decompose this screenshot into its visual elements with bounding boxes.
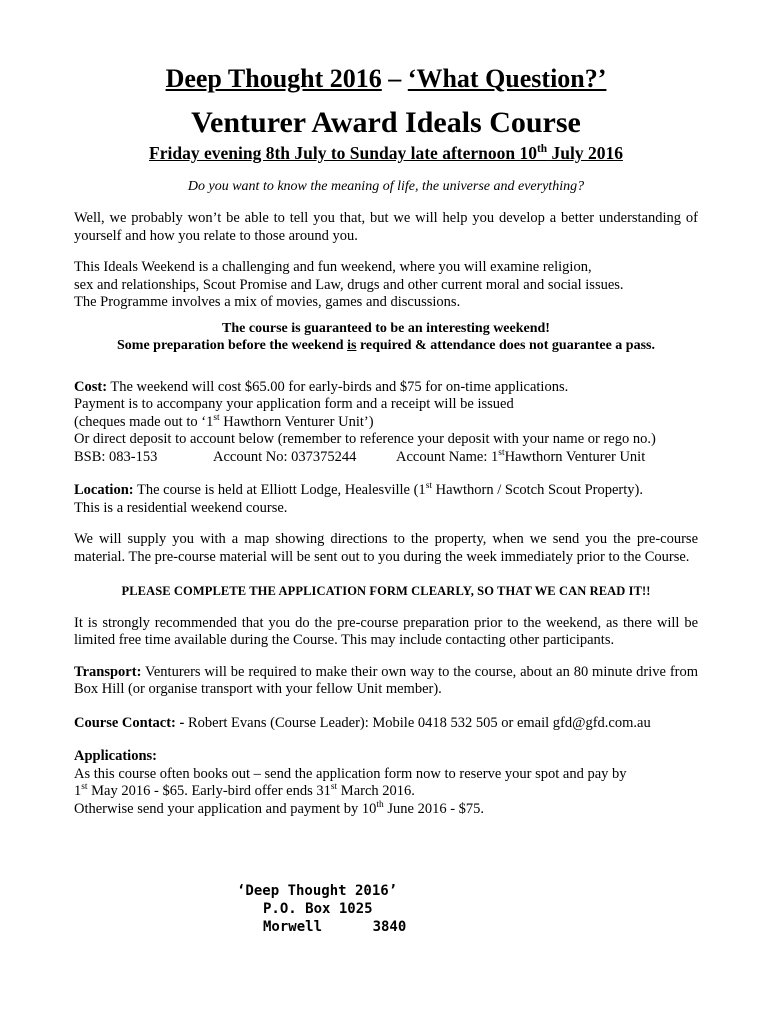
title-part1: Deep Thought 2016 (165, 64, 382, 93)
cheque-superscript: st (213, 412, 220, 423)
contact-label: Course Contact: - (74, 714, 185, 731)
document-page (74, 62, 698, 818)
location-text: The course is held at Elliott Lodge, Healesville (1 (133, 482, 426, 498)
bank-details (74, 449, 698, 467)
recommend-paragraph: It is strongly recommended that you do the pre-course preparation prior to the weekend, as there will be limited free time available during the Course. This may include contacting other participants. (74, 614, 698, 648)
cost-line: Or direct deposit to account below (remember to reference your deposit with your name or rego no.) (74, 431, 656, 447)
address-line: ‘Deep Thought 2016’ (237, 883, 398, 899)
postal-address (237, 882, 406, 936)
weekend-paragraph (74, 259, 698, 312)
notice-line (74, 337, 698, 355)
account-name (396, 449, 645, 467)
notice-line: The course is guaranteed to be an interesting weekend! (222, 320, 550, 336)
account-name-text-end: Hawthorn Venturer Unit (504, 448, 646, 465)
location-line (74, 482, 698, 500)
account-name-superscript: st (498, 447, 505, 458)
notice-text: Some preparation before the weekend (117, 338, 348, 353)
cost-section (74, 379, 698, 467)
cost-text: The weekend will cost $65.00 for early-birds and $75 for on-time applications. (107, 378, 569, 395)
app-superscript: th (376, 799, 384, 810)
app-superscript: st (330, 782, 338, 793)
account-number: Account No: 037375244 (213, 448, 357, 465)
address-line: P.O. Box 1025 (263, 901, 373, 917)
course-dates (74, 142, 698, 164)
cheque-text-end: Hawthorn Venturer Unit’) (219, 413, 374, 430)
notice-underlined: is (347, 338, 357, 353)
app-text: Otherwise send your application and payment by 10 (74, 800, 377, 817)
applications-section (74, 748, 698, 818)
app-text: May 2016 - $65. Early-bird offer ends 31 (87, 783, 331, 799)
weekend-line: This Ideals Weekend is a challenging and fun weekend, where you will examine religion, (74, 259, 592, 275)
title-part2: ‘What Question?’ (407, 64, 607, 93)
dates-text: Friday evening 8th July to Sunday late afternoon 10 (149, 143, 537, 163)
transport-text: Venturers will be required to make their own way to the course, about an 80 minute drive from Box Hill (or organise transport with your fellow Unit member). (74, 663, 698, 697)
account-name-text: Account Name: 1 (396, 448, 499, 465)
cost-line: Payment is to accompany your application form and a receipt will be issued (74, 396, 514, 412)
address-line: Morwell 3840 (263, 919, 407, 935)
cost-label: Cost: (74, 378, 108, 395)
applications-label: Applications: (74, 748, 157, 764)
notice-block (74, 320, 698, 355)
location-superscript: st (425, 481, 432, 492)
contact-text: Robert Evans (Course Leader): Mobile 0418 532 505 or email gfd@gfd.com.au (184, 714, 651, 731)
location-label: Location: (74, 482, 134, 498)
transport-label: Transport: (74, 663, 142, 680)
app-text-end: June 2016 - $75. (383, 800, 485, 817)
tagline: Do you want to know the meaning of life, the universe and everything? (187, 179, 585, 194)
bsb-value: BSB: 083-153 (74, 448, 158, 465)
intro-paragraph: Well, we probably won’t be able to tell you that, but we will help you develop a better understanding of yourself and how you relate to those around you. (74, 210, 698, 244)
app-text-end: March 2016. (337, 783, 415, 799)
applications-line: As this course often books out – send the application form now to reserve your spot and pay by (74, 765, 627, 782)
cost-line (74, 414, 698, 432)
title-dash: – (381, 64, 408, 93)
location-text-end: Hawthorn / Scotch Scout Property). (431, 482, 643, 498)
dates-superscript: th (536, 143, 548, 156)
cheque-text: (cheques made out to ‘1 (74, 413, 214, 430)
notice-text-end: required & attendance does not guarantee a pass. (356, 338, 655, 353)
location-line: This is a residential weekend course. (74, 499, 288, 516)
weekend-line: sex and relationships, Scout Promise and Law, drugs and other current moral and social issues. (74, 276, 624, 293)
cost-line (74, 379, 698, 397)
transport-paragraph (74, 664, 698, 699)
applications-line (74, 783, 698, 801)
contact-paragraph (74, 715, 698, 733)
form-notice: PLEASE COMPLETE THE APPLICATION FORM CLEARLY, SO THAT WE CAN READ IT!! (121, 584, 651, 598)
weekend-line: The Programme involves a mix of movies, games and discussions. (74, 294, 461, 310)
document-title (74, 62, 698, 96)
app-text: 1 (74, 783, 82, 799)
dates-text-end: July 2016 (547, 143, 623, 163)
location-section (74, 482, 698, 517)
app-superscript: st (81, 782, 88, 793)
map-paragraph: We will supply you with a map showing directions to the property, when we send you the pre-course material. The pre-course material will be sent out to you during the week immediately prior to the Course. (74, 531, 698, 565)
applications-line (74, 801, 698, 819)
course-name: Venturer Award Ideals Course (191, 106, 581, 139)
